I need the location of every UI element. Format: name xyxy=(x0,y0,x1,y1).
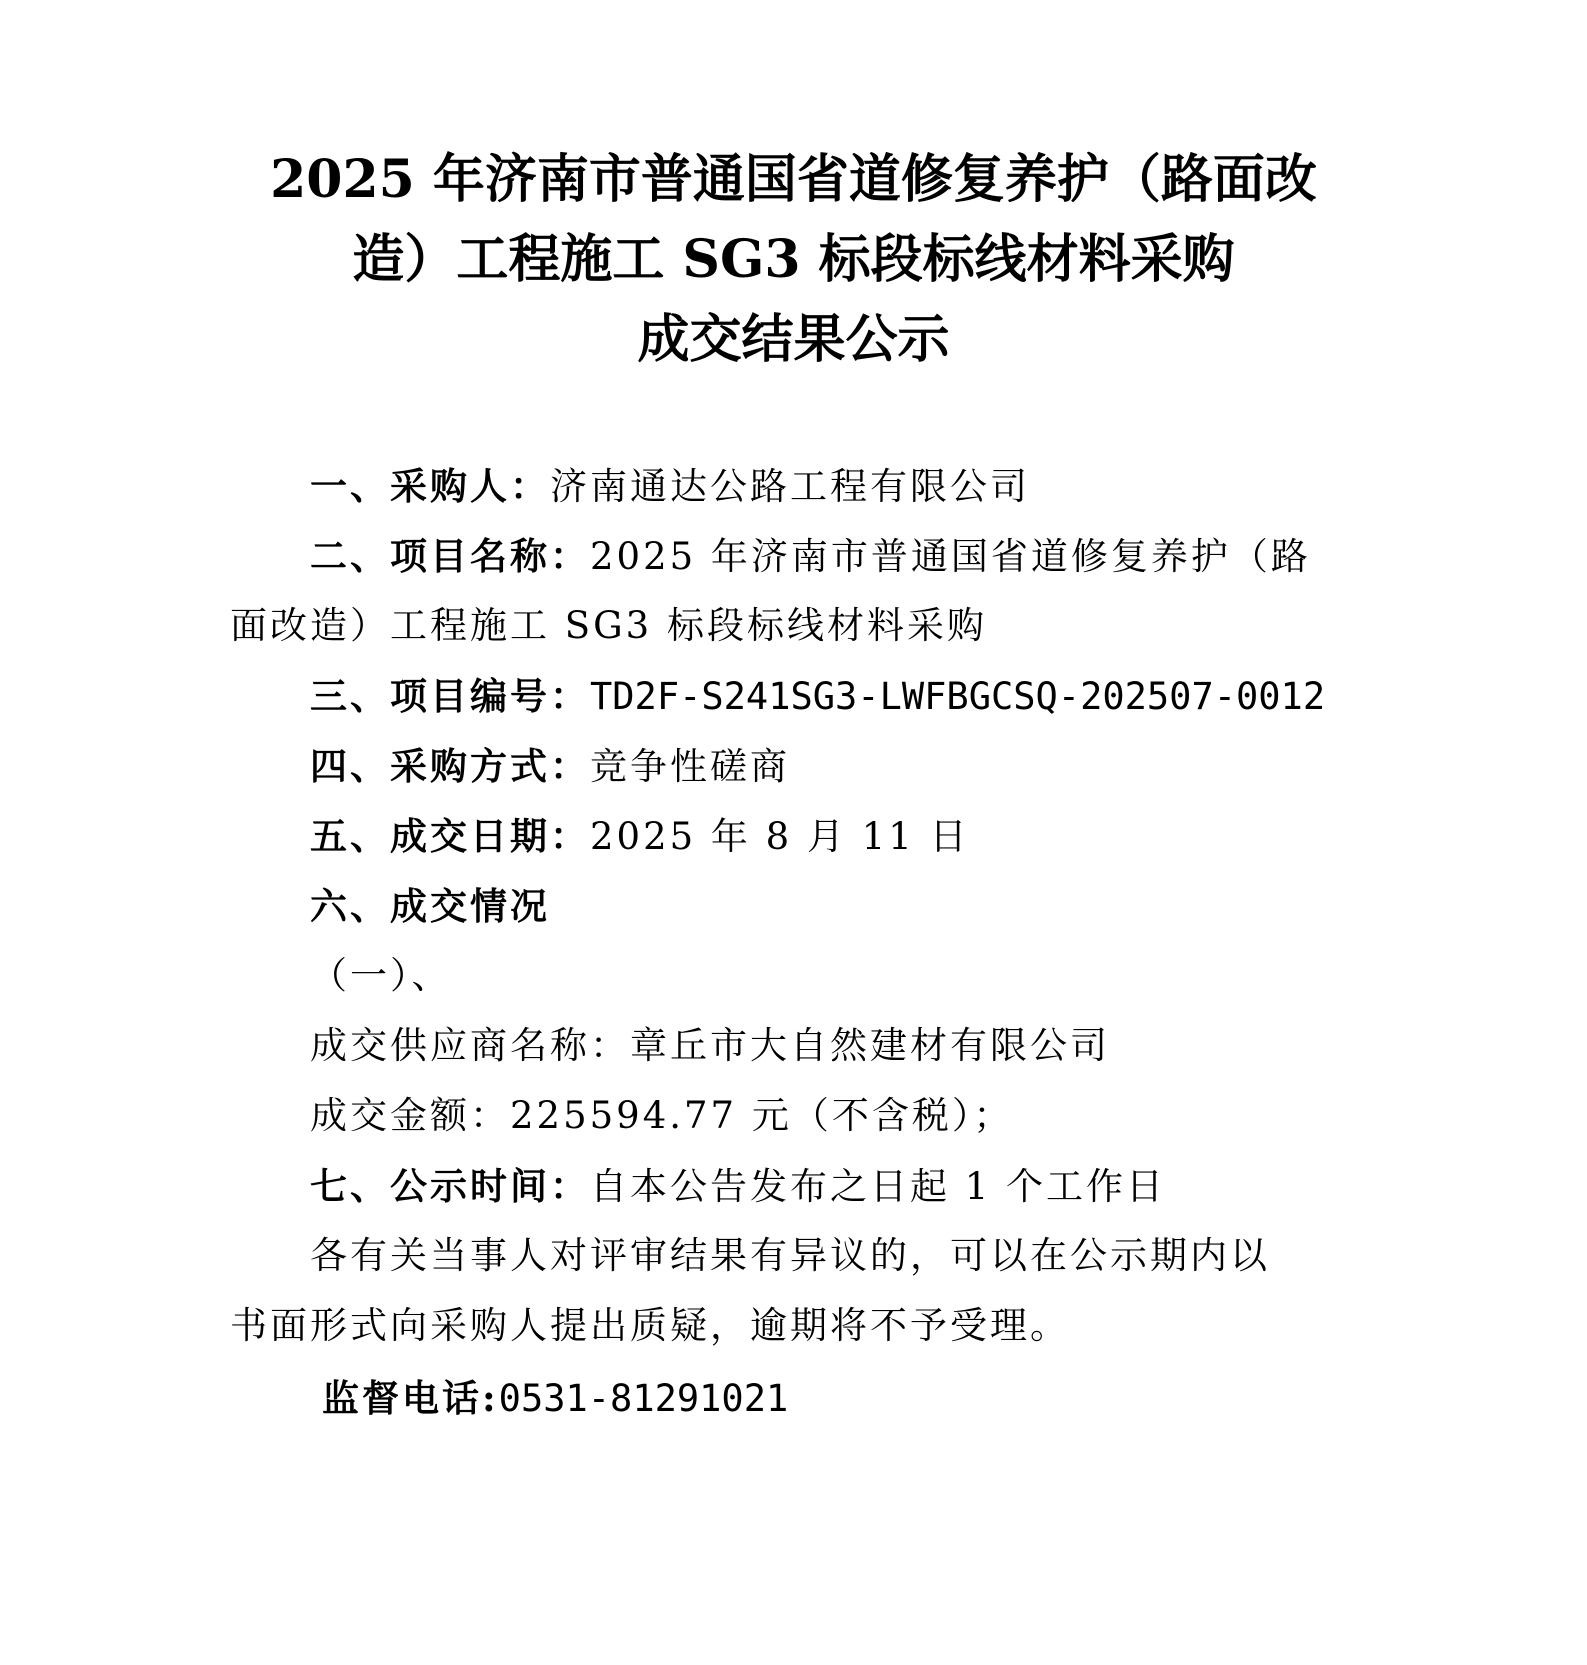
procurement-method-label: 四、采购方式： xyxy=(310,744,590,788)
project-number-label: 三、项目编号： xyxy=(310,674,590,718)
supervision-phone-line xyxy=(322,1361,788,1436)
title-line-1: 2025 年济南市普通国省道修复养护（路面改 xyxy=(270,149,1317,210)
purchaser-value: 济南通达公路工程有限公司 xyxy=(550,465,1030,508)
sub-item-index: （一）、 xyxy=(310,954,452,997)
title-line-3: 成交结果公示 xyxy=(637,309,950,370)
procurement-method-value: 竞争性磋商 xyxy=(590,745,790,788)
deal-result-label: 六、成交情况 xyxy=(310,884,550,928)
purchaser-line xyxy=(310,449,1030,524)
amount-line: 成交金额：225594.77 元（不含税）； xyxy=(310,1094,1014,1137)
supervision-phone-label: 监督电话: xyxy=(322,1376,499,1420)
supervision-phone-value: 0531-81291021 xyxy=(498,1377,789,1420)
objection-line-2: 书面形式向采购人提出质疑，逾期将不予受理。 xyxy=(230,1304,1070,1347)
publicity-period-line xyxy=(310,1149,1166,1224)
project-name-value: 2025 年济南市普通国省道修复养护（路 xyxy=(590,535,1311,578)
project-number-line xyxy=(310,659,1325,734)
purchaser-label: 一、采购人： xyxy=(310,464,550,508)
deal-date-label: 五、成交日期： xyxy=(310,814,590,858)
project-number-value: TD2F-S241SG3-LWFBGCSQ-202507-0012 xyxy=(590,675,1326,718)
publicity-period-value: 自本公告发布之日起 1 个工作日 xyxy=(590,1165,1167,1208)
objection-line-1: 各有关当事人对评审结果有异议的，可以在公示期内以 xyxy=(310,1234,1270,1277)
project-name-line xyxy=(310,519,1311,594)
publicity-period-label: 七、公示时间： xyxy=(310,1164,590,1208)
procurement-method-line xyxy=(310,729,790,804)
title-line-2: 造）工程施工 SG3 标段标线材料采购 xyxy=(352,229,1235,290)
document-title xyxy=(0,140,1587,380)
supplier-line: 成交供应商名称：章丘市大自然建材有限公司 xyxy=(310,1024,1110,1067)
deal-date-line xyxy=(310,799,970,874)
deal-date-value: 2025 年 8 月 11 日 xyxy=(590,815,970,858)
deal-result-line xyxy=(310,869,550,944)
project-name-label: 二、项目名称： xyxy=(310,534,590,578)
project-name-continued: 面改造）工程施工 SG3 标段标线材料采购 xyxy=(230,604,987,647)
